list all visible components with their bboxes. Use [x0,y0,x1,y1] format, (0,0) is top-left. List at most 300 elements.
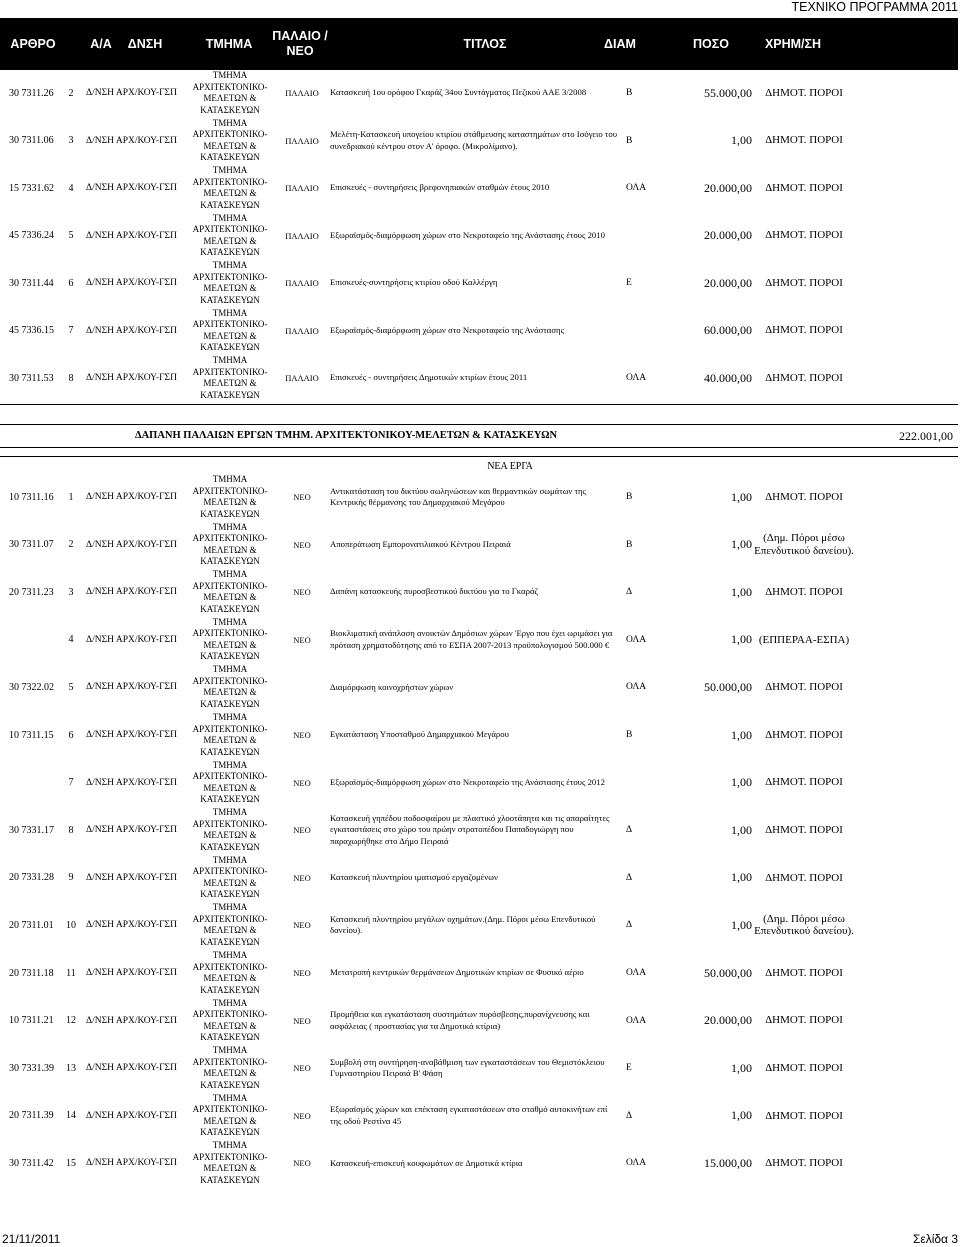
district [626,521,660,569]
new-work-row [0,663,958,711]
new-work-row [0,1139,958,1187]
work-title-text: Αντικατάσταση του δικτύου σωληνώσεων και θερμαντικών σωμάτων της Κεντρικής θέρμανσης του Δημαρχιακού Μεγάρου [330,485,586,507]
funding-source [754,854,854,902]
new-work-row [0,473,958,521]
work-title [330,1044,622,1092]
row-number-text: 6 [68,277,74,289]
work-status-text: ΝΕΟ [293,825,311,836]
funding-source [754,663,854,711]
new-work-row [0,521,958,569]
funding-source-text: ΔΗΜΟΤ. ΠΟΡΟΙ [765,1061,843,1074]
funding-source [754,307,854,355]
funding-source-text: ΔΗΜΟΤ. ΠΟΡΟΙ [765,134,843,147]
funding-source-text: ΔΗΜΟΤ. ΠΟΡΟΙ [765,681,843,694]
divider [0,424,958,425]
row-number [58,854,84,902]
old-work-row [0,69,958,117]
work-status [280,259,324,307]
district [626,1044,660,1092]
department [188,307,272,355]
district [626,69,660,117]
amount-text: 1,00 [731,822,752,837]
funding-source-text: ΔΗΜΟΤ. ΠΟΡΟΙ [765,1157,843,1170]
directorate [86,997,188,1045]
directorate-text: Δ/ΝΣΗ ΑΡΧ/ΚΟΥ-ΓΣΠ [86,278,177,288]
work-title-text: Εξωραϊσμός-διαμόρφωση χώρων στο Νεκροταφείο της Ανάστασης [330,324,565,335]
directorate-text: Δ/ΝΣΗ ΑΡΧ/ΚΟΥ-ΓΣΠ [86,587,177,598]
funding-source-text: ΔΗΜΟΤ. ΠΟΡΟΙ [765,229,843,242]
amount [672,69,752,117]
work-status-text: ΝΕΟ [293,1015,311,1026]
work-status [280,1139,324,1187]
work-status [280,901,324,949]
funding-source [754,164,854,212]
row-number-text: 13 [66,1062,76,1074]
funding-source-text: ΔΗΜΟΤ. ΠΟΡΟΙ [765,371,843,384]
row-number-text: 5 [68,681,74,693]
new-work-row [0,711,958,759]
funding-source-text: ΔΗΜΟΤ. ΠΟΡΟΙ [765,966,843,979]
district-text: Δ [626,920,633,931]
department [188,997,272,1045]
old-work-row [0,259,958,307]
department [188,117,272,165]
funding-source-text: ΔΗΜΟΤ. ΠΟΡΟΙ [765,776,843,789]
directorate [86,663,188,711]
work-title [330,212,622,260]
work-status-text: ΝΕΟ [293,539,311,550]
district [626,663,660,711]
amount-text: 1,00 [731,917,752,932]
department-text: ΤΜΗΜΑ ΑΡΧΙΤΕΚΤΟΝΙΚΟ- ΜΕΛΕΤΩΝ & ΚΑΤΑΣΚΕΥΩΝ [192,70,268,115]
directorate [86,259,188,307]
district-text: Δ [626,872,633,883]
directorate-text: Δ/ΝΣΗ ΑΡΧ/ΚΟΥ-ΓΣΠ [86,730,177,740]
district [626,711,660,759]
district-text: Ε [626,1063,632,1074]
article-code-text: 20 7311.01 [9,919,54,931]
work-status [280,806,324,854]
old-work-row [0,117,958,165]
district-text: Δ [626,587,633,598]
amount [672,473,752,521]
funding-source-text: ΔΗΜΟΤ. ΠΟΡΟΙ [765,728,843,741]
work-title [330,473,622,521]
article-code-text: 30 7322.02 [9,681,54,693]
department [188,259,272,307]
article-code [9,307,61,355]
work-status-text: ΠΑΛΑΙΟ [285,278,319,288]
directorate [86,69,188,117]
amount-text: 1,00 [731,775,752,790]
department [188,759,272,807]
department-text: ΤΜΗΜΑ ΑΡΧΙΤΕΚΤΟΝΙΚΟ- ΜΕΛΕΤΩΝ & ΚΑΤΑΣΚΕΥΩΝ [192,569,268,614]
department-text: ΤΜΗΜΑ ΑΡΧΙΤΕΚΤΟΝΙΚΟ- ΜΕΛΕΤΩΝ & ΚΑΤΑΣΚΕΥΩΝ [192,117,268,162]
department-text: ΤΜΗΜΑ ΑΡΧΙΤΕΚΤΟΝΙΚΟ- ΜΕΛΕΤΩΝ & ΚΑΤΑΣΚΕΥΩΝ [192,664,268,709]
department [188,711,272,759]
old-work-row [0,354,958,402]
directorate-text: Δ/ΝΣΗ ΑΡΧ/ΚΟΥ-ΓΣΠ [86,872,177,883]
row-number-text: 5 [68,230,74,241]
article-code-text: 30 7311.42 [9,1157,54,1169]
row-number-text: 3 [68,586,74,598]
work-status-text: ΝΕΟ [293,492,311,502]
amount [672,117,752,165]
work-status-text: ΝΕΟ [293,634,311,645]
amount-text: 1,00 [731,489,752,504]
work-status [280,1092,324,1140]
row-number-text: 12 [66,1015,76,1027]
row-number-text: 11 [66,967,76,979]
work-title [330,806,622,854]
article-code [9,1139,61,1187]
amount [672,164,752,212]
department-text: ΤΜΗΜΑ ΑΡΧΙΤΕΚΤΟΝΙΚΟ- ΜΕΛΕΤΩΝ & ΚΑΤΑΣΚΕΥΩΝ [192,950,268,995]
funding-source-text: ΔΗΜΟΤ. ΠΟΡΟΙ [765,1014,843,1027]
amount [672,901,752,949]
work-status [280,711,324,759]
amount-text: 55.000,00 [704,85,752,100]
header-old-new: ΠΑΛΑΙΟ / ΝΕΟ [272,29,328,58]
directorate-text: Δ/ΝΣΗ ΑΡΧ/ΚΟΥ-ΓΣΠ [86,1063,177,1074]
funding-source [754,949,854,997]
row-number [58,117,84,165]
amount-text: 40.000,00 [704,370,752,385]
amount [672,711,752,759]
department [188,521,272,569]
district-text: Β [626,730,633,740]
directorate-text: Δ/ΝΣΗ ΑΡΧ/ΚΟΥ-ΓΣΠ [86,682,177,693]
district-text: ΟΛΑ [626,373,647,383]
directorate [86,1044,188,1092]
funding-source [754,806,854,854]
new-work-row [0,806,958,854]
directorate [86,1139,188,1187]
article-code [9,1092,61,1140]
work-title-text: Δαπάνη κατασκευής πυροσβεστικού δικτύου για το Γκαράζ [330,586,539,597]
directorate [86,307,188,355]
row-number-text: 15 [66,1157,76,1169]
article-code-text: 20 7311.23 [9,586,54,598]
row-number [58,568,84,616]
directorate [86,117,188,165]
directorate-text: Δ/ΝΣΗ ΑΡΧ/ΚΟΥ-ΓΣΠ [86,1015,177,1026]
directorate [86,854,188,902]
row-number [58,259,84,307]
amount-text: 20.000,00 [704,180,752,195]
work-title-text: Μετατροπή κεντρικών θερμάνσεων Δημοτικών κτιρίων σε Φυσικό αέριο [330,967,584,978]
work-title-text: Βιοκλιματική ανάπλαση ανοικτών Δημόσιων χώρων 'Εργο που έχει ωριμάσει για πρόταση χρηματοδότησης από το ΕΣΠΑ 2007-2013 προϋπολογισμού 500.000 € [330,628,613,650]
district-text: Δ [626,825,633,836]
work-title [330,949,622,997]
amount [672,1139,752,1187]
row-number [58,901,84,949]
funding-source [754,759,854,807]
new-work-row [0,1092,958,1140]
work-status-text: ΝΕΟ [293,777,311,788]
department-text: ΤΜΗΜΑ ΑΡΧΙΤΕΚΤΟΝΙΚΟ- ΜΕΛΕΤΩΝ & ΚΑΤΑΣΚΕΥΩΝ [192,854,268,900]
amount [672,759,752,807]
department [188,568,272,616]
funding-source [754,259,854,307]
department-text: ΤΜΗΜΑ ΑΡΧΙΤΕΚΤΟΝΙΚΟ- ΜΕΛΕΤΩΝ & ΚΑΤΑΣΚΕΥΩΝ [192,997,268,1043]
article-code [9,69,61,117]
work-status [280,1044,324,1092]
new-work-row [0,949,958,997]
work-status [280,354,324,402]
old-work-row [0,164,958,212]
directorate [86,212,188,260]
work-title [330,997,622,1045]
amount [672,663,752,711]
amount [672,212,752,260]
work-title-text: Κατασκευή 1ου ορόφου Γκαράζ 34ου Συντάγματος Πεζικού ΑΑΕ 3/2008 [330,87,587,98]
district-text: Β [626,492,633,502]
work-status-text: ΝΕΟ [293,920,311,931]
directorate [86,354,188,402]
amount [672,806,752,854]
work-status [280,521,324,569]
department [188,1044,272,1092]
work-title-text: Επισκευές-συντηρήσεις κτιρίου οδού Καλλέργη [330,277,498,288]
directorate-text: Δ/ΝΣΗ ΑΡΧ/ΚΟΥ-ΓΣΠ [86,135,177,146]
district [626,568,660,616]
district-text: ΟΛΑ [626,1158,647,1169]
work-title-text: Κατασκευή πλυντηρίου ιματισμού εργαζομένων [330,872,498,883]
amount-text: 1,00 [731,632,752,647]
row-number [58,1044,84,1092]
amount [672,354,752,402]
amount [672,307,752,355]
divider [0,404,958,405]
header-funding: ΧΡΗΜ/ΣΗ [764,36,822,51]
row-number-text: 10 [66,919,76,931]
district [626,212,660,260]
funding-source [754,117,854,165]
amount-text: 1,00 [731,1108,752,1123]
work-status-text: ΠΑΛΑΙΟ [285,325,319,336]
work-title [330,616,622,664]
work-title [330,164,622,212]
row-number [58,1092,84,1140]
row-number-text: 3 [68,135,74,146]
funding-source-text: ΔΗΜΟΤ. ΠΟΡΟΙ [765,1109,843,1122]
row-number-text: 1 [68,491,74,503]
article-code [9,354,61,402]
department [188,164,272,212]
amount [672,854,752,902]
amount-text: 1,00 [731,1060,752,1075]
amount [672,568,752,616]
funding-source [754,354,854,402]
amount [672,259,752,307]
work-status-text: ΝΕΟ [293,968,311,978]
old-work-row [0,307,958,355]
work-status-text: ΝΕΟ [293,587,311,598]
district-text: ΟΛΑ [626,183,647,193]
article-code [9,117,61,165]
directorate-text: Δ/ΝΣΗ ΑΡΧ/ΚΟΥ-ΓΣΠ [86,634,177,645]
work-title [330,521,622,569]
row-number [58,307,84,355]
new-work-row [0,901,958,949]
row-number-text: 2 [68,539,74,551]
funding-source [754,69,854,117]
directorate [86,1092,188,1140]
work-title [330,69,622,117]
district [626,949,660,997]
district-text: ΟΛΑ [626,968,647,978]
funding-source [754,473,854,521]
directorate-text: Δ/ΝΣΗ ΑΡΧ/ΚΟΥ-ΓΣΠ [86,920,177,931]
amount-text: 20.000,00 [704,1013,752,1028]
work-status [280,568,324,616]
department-text: ΤΜΗΜΑ ΑΡΧΙΤΕΚΤΟΝΙΚΟ- ΜΕΛΕΤΩΝ & ΚΑΤΑΣΚΕΥΩΝ [192,355,268,400]
row-number-text: 4 [68,634,74,646]
work-status-text: ΝΕΟ [293,1110,311,1121]
work-title-text: Επισκευές - συντηρήσεις βρεφονηπιακών σταθμών έτους 2010 [330,182,550,193]
work-title [330,663,622,711]
header-directorate: ΔΝΣΗ [127,36,163,51]
department-text: ΤΜΗΜΑ ΑΡΧΙΤΕΚΤΟΝΙΚΟ- ΜΕΛΕΤΩΝ & ΚΑΤΑΣΚΕΥΩΝ [192,1140,268,1185]
funding-source-text: ΔΗΜΟΤ. ΠΟΡΟΙ [765,871,843,884]
header-aa: Α/Α [90,36,112,51]
amount-text: 1,00 [731,537,752,552]
funding-source-text: ΔΗΜΟΤ. ΠΟΡΟΙ [765,276,843,289]
article-code [9,711,61,759]
row-number-text: 2 [68,87,74,99]
work-status [280,164,324,212]
funding-source [754,616,854,664]
department [188,473,272,521]
work-title [330,1139,622,1187]
department [188,854,272,902]
article-code [9,901,61,949]
directorate [86,521,188,569]
work-status-text: ΠΑΛΑΙΟ [285,230,319,241]
row-number [58,759,84,807]
district [626,259,660,307]
directorate-text: Δ/ΝΣΗ ΑΡΧ/ΚΟΥ-ΓΣΠ [86,325,177,336]
amount-text: 15.000,00 [704,1155,752,1170]
article-code [9,259,61,307]
funding-source-text: ΔΗΜΟΤ. ΠΟΡΟΙ [765,823,843,836]
directorate-text: Δ/ΝΣΗ ΑΡΧ/ΚΟΥ-ΓΣΠ [86,183,177,193]
department [188,616,272,664]
amount [672,997,752,1045]
funding-source-text: ΔΗΜΟΤ. ΠΟΡΟΙ [765,86,843,99]
article-code [9,568,61,616]
amount [672,949,752,997]
district-text: ΟΛΑ [626,634,647,645]
row-number [58,354,84,402]
row-number-text: 9 [68,872,74,884]
directorate [86,949,188,997]
funding-source [754,568,854,616]
amount-text: 60.000,00 [704,323,752,337]
work-status-text: ΝΕΟ [293,1063,311,1074]
funding-source-text: (Δημ. Πόροι μέσω Επενδυτικού δανείου). [754,912,854,938]
row-number-text: 8 [68,824,74,836]
footer-date: 21/11/2011 [2,1232,61,1246]
article-code-text: 15 7331.62 [9,182,54,194]
work-title-text: Επισκευές - συντηρήσεις Δημοτικών κτιρίων έτους 2011 [330,372,528,383]
article-code [9,949,61,997]
header-amount: ΠΟΣΟ [693,36,729,51]
district [626,806,660,854]
funding-source [754,521,854,569]
article-code [9,473,61,521]
department-text: ΤΜΗΜΑ ΑΡΧΙΤΕΚΤΟΝΙΚΟ- ΜΕΛΕΤΩΝ & ΚΑΤΑΣΚΕΥΩΝ [192,1045,268,1090]
old-works-total-amount: 222.001,00 [899,429,953,443]
department-text: ΤΜΗΜΑ ΑΡΧΙΤΕΚΤΟΝΙΚΟ- ΜΕΛΕΤΩΝ & ΚΑΤΑΣΚΕΥΩΝ [192,759,268,805]
district-text: Δ [626,1110,633,1121]
department-text: ΤΜΗΜΑ ΑΡΧΙΤΕΚΤΟΝΙΚΟ- ΜΕΛΕΤΩΝ & ΚΑΤΑΣΚΕΥΩΝ [192,165,268,210]
article-code-text: 30 7331.39 [9,1062,54,1074]
row-number-text: 8 [68,372,74,384]
department [188,212,272,260]
work-status [280,307,324,355]
article-code-text: 45 7336.24 [9,230,54,241]
article-code-text: 20 7311.39 [9,1110,54,1122]
department-text: ΤΜΗΜΑ ΑΡΧΙΤΕΚΤΟΝΙΚΟ- ΜΕΛΕΤΩΝ & ΚΑΤΑΣΚΕΥΩΝ [192,521,268,567]
article-code [9,1044,61,1092]
work-title-text: Μελέτη-Κατασκευή υπογείου κτιρίου στάθμευσης καταστημάτων στο Ισόγειο του συνεδριακού κέντρου στον Α' όροφο. (Μικρολίμανο). [330,129,618,151]
divider [0,447,958,448]
work-title [330,854,622,902]
work-status [280,69,324,117]
article-code-text: 10 7311.21 [9,1015,54,1027]
funding-source [754,1044,854,1092]
row-number [58,663,84,711]
header-title: ΤΙΤΛΟΣ [463,36,507,51]
district-text: ΟΛΑ [626,682,647,693]
amount [672,616,752,664]
row-number-text: 6 [68,729,74,741]
work-title-text: Κατασκευή πλυντηρίου μεγάλων οχημάτων.(Δημ. Πόροι μέσω Επενδυτικού δανείου). [330,913,596,936]
article-code [9,759,61,807]
article-code [9,854,61,902]
work-title [330,1092,622,1140]
funding-source-text: ΔΗΜΟΤ. ΠΟΡΟΙ [765,181,843,194]
header-article: ΑΡΘΡΟ [10,36,56,51]
row-number-text: 14 [66,1110,76,1122]
running-title: ΤΕΧΝΙΚΟ ΠΡΟΓΡΑΜΜΑ 2011 [791,0,958,14]
directorate [86,759,188,807]
funding-source-text: (Δημ. Πόροι μέσω Επενδυτικού δανείου). [754,532,854,557]
district [626,616,660,664]
article-code [9,164,61,212]
amount [672,521,752,569]
directorate-text: Δ/ΝΣΗ ΑΡΧ/ΚΟΥ-ΓΣΠ [86,968,177,978]
row-number-text: 7 [68,777,74,789]
new-work-row [0,759,958,807]
work-status-text: ΠΑΛΑΙΟ [285,183,319,193]
department-text: ΤΜΗΜΑ ΑΡΧΙΤΕΚΤΟΝΙΚΟ- ΜΕΛΕΤΩΝ & ΚΑΤΑΣΚΕΥΩΝ [192,807,268,852]
district [626,901,660,949]
department-text: ΤΜΗΜΑ ΑΡΧΙΤΕΚΤΟΝΙΚΟ- ΜΕΛΕΤΩΝ & ΚΑΤΑΣΚΕΥΩΝ [192,1092,268,1138]
work-title-text: Προμήθεια και εγκατάσταση συστημάτων πυρόσβεσης,πυρανίχνευσης και ασφάλειας ( προστασίας για τα Δημοτικά κτίρια) [330,1009,590,1031]
work-status [280,473,324,521]
new-work-row [0,997,958,1045]
directorate-text: Δ/ΝΣΗ ΑΡΧ/ΚΟΥ-ΓΣΠ [86,492,177,502]
directorate-text: Δ/ΝΣΗ ΑΡΧ/ΚΟΥ-ΓΣΠ [86,88,177,98]
row-number [58,69,84,117]
work-title-text: Αποπεράτωση Εμπορονατιλιακού Κέντρου Πειραιά [330,538,511,549]
new-works-heading: ΝΕΑ ΕΡΓΑ [487,461,533,472]
work-status-text: ΝΕΟ [293,872,311,883]
amount-text: 1,00 [731,870,752,885]
